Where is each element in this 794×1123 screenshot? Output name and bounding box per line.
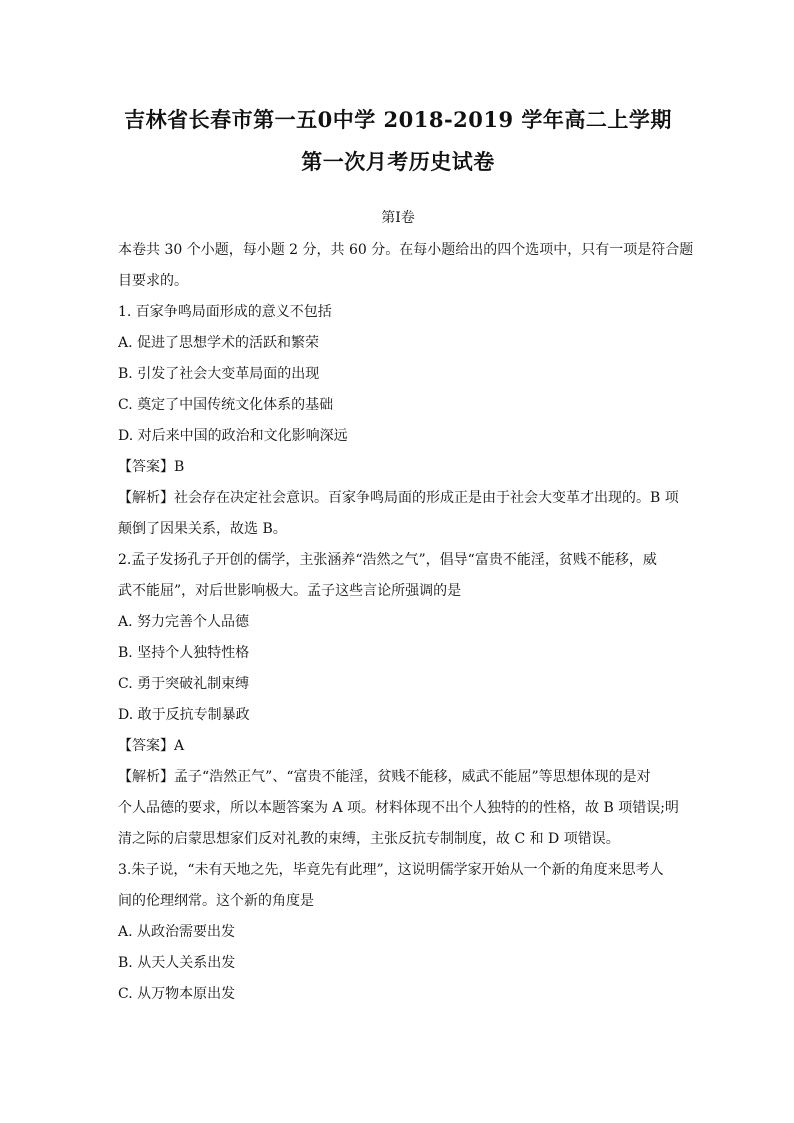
question-2-option-c: C. 勇于突破礼制束缚 bbox=[118, 676, 250, 692]
exam-title-line1: 吉林省长春市第一五0中学 2018-2019 学年高二上学期 bbox=[124, 107, 672, 132]
question-2-option-d: D. 敢于反抗专制暴政 bbox=[118, 707, 250, 723]
question-3-option-b: B. 从天人关系出发 bbox=[118, 955, 236, 971]
question-2-answer: 【答案】A bbox=[118, 738, 185, 754]
question-2-option-b: B. 坚持个人独特性格 bbox=[118, 645, 250, 661]
question-3-stem: 间的伦理纲常。这个新的角度是 bbox=[118, 893, 314, 909]
question-2-option-a: A. 努力完善个人品德 bbox=[118, 614, 250, 630]
exam-page bbox=[118, 100, 694, 1010]
question-3-stem: 3.朱子说，“未有天地之先，毕竟先有此理”，这说明儒学家开始从一个新的角度来思考人 bbox=[118, 862, 664, 878]
question-2-stem: 2.孟子发扬孔子开创的儒学，主张涵养“浩然之气”，倡导“富贵不能淫，贫贱不能移，威 bbox=[118, 552, 657, 568]
question-1-analysis: 颠倒了因果关系，故选 B。 bbox=[118, 521, 287, 537]
question-1-answer: 【答案】B bbox=[118, 459, 185, 475]
question-1-option-a: A. 促进了思想学术的活跃和繁荣 bbox=[118, 335, 320, 351]
exam-title-line2: 第一次月考历史试卷 bbox=[301, 149, 495, 174]
section-label: 第Ⅰ卷 bbox=[381, 210, 415, 226]
question-2-stem: 武不能屈”，对后世影响极大。孟子这些言论所强调的是 bbox=[118, 583, 462, 599]
question-2-analysis: 个人品德的要求，所以本题答案为 A 项。材料体现不出个人独特的的性格，故 B 项错误;明 bbox=[118, 800, 679, 816]
question-1-option-b: B. 引发了社会大变革局面的出现 bbox=[118, 366, 320, 382]
instructions-line: 目要求的。 bbox=[118, 273, 188, 289]
instructions-line: 本卷共 30 个小题，每小题 2 分，共 60 分。在每小题给出的四个选项中，只有一项是符合题 bbox=[118, 242, 694, 258]
question-1-stem: 1. 百家争鸣局面形成的意义不包括 bbox=[118, 304, 332, 320]
question-3-option-a: A. 从政治需要出发 bbox=[118, 924, 236, 940]
question-1-option-c: C. 奠定了中国传统文化体系的基础 bbox=[118, 397, 334, 413]
question-1-analysis: 【解析】社会存在决定社会意识。百家争鸣局面的形成正是由于社会大变革才出现的。B 项 bbox=[118, 490, 679, 506]
question-1-option-d: D. 对后来中国的政治和文化影响深远 bbox=[118, 428, 348, 444]
question-3-option-c: C. 从万物本原出发 bbox=[118, 986, 236, 1002]
question-2-analysis: 清之际的启蒙思想家们反对礼教的束缚，主张反抗专制制度，故 C 和 D 项错误。 bbox=[118, 831, 620, 847]
question-2-analysis: 【解析】孟子“浩然正气”、“富贵不能淫，贫贱不能移，威武不能屈”等思想体现的是对 bbox=[118, 769, 651, 785]
